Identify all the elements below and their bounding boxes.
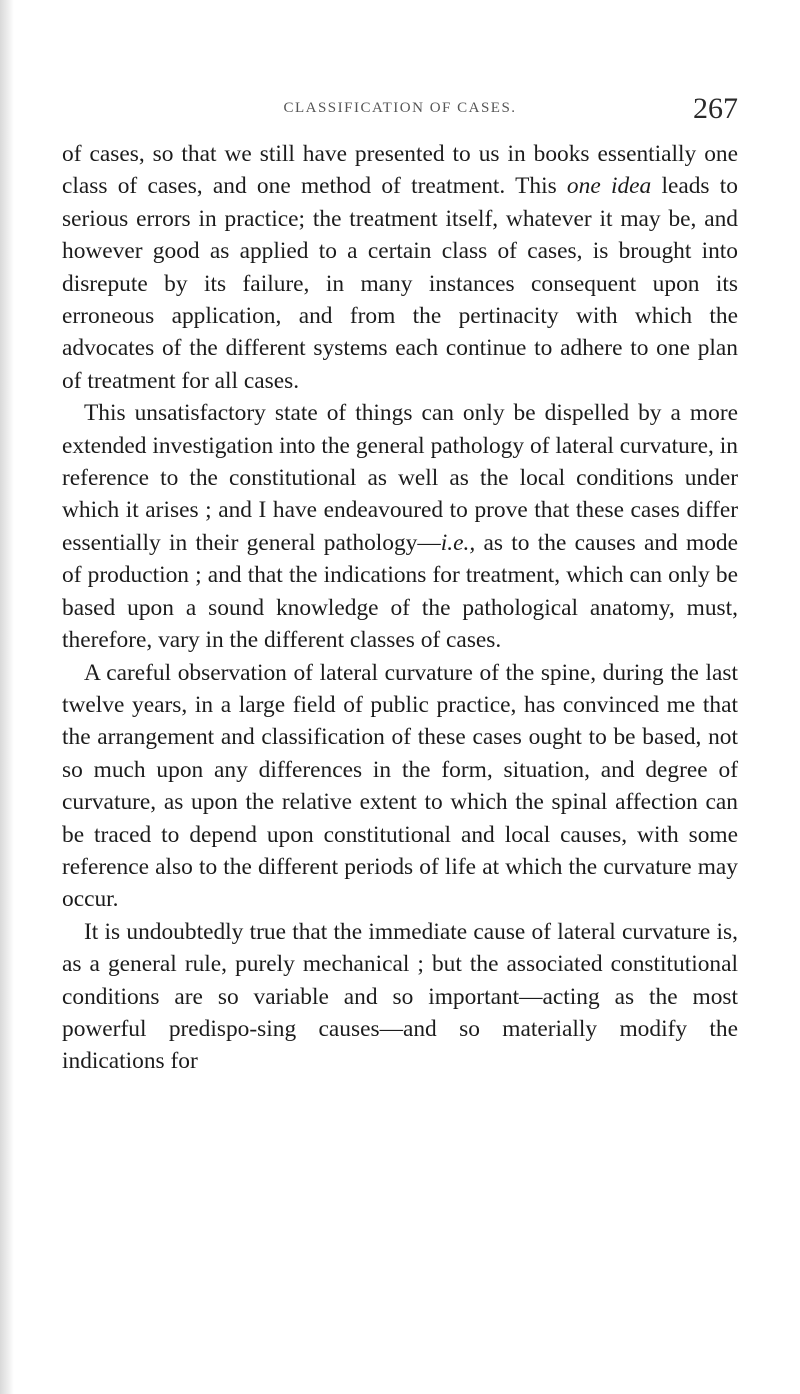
page-number: 267	[693, 92, 738, 125]
paragraph-2-text-b: as to the causes and mode of production ; and that the indications for treatment, which can only be based upon a sound knowledge of the pathological anatomy, must, therefore, vary in the different classes of cases.	[62, 529, 738, 654]
emphasis-ie: i.e.,	[440, 529, 476, 556]
paragraph-2-text-a: This unsatisfactory state of things can only be dispelled by a more extended investigation into the general pathology of lateral curvature, in reference to the constitutional as well as the local conditions under which it arises ; and I have endeavoured to prove that these cases differ essentially in their general pathology—	[62, 400, 738, 556]
paragraph-2	[62, 397, 738, 656]
running-head	[62, 92, 738, 128]
paragraph-1	[62, 138, 738, 397]
binding-shadow	[0, 0, 14, 1394]
running-title: CLASSIFICATION OF CASES.	[283, 100, 517, 116]
paragraph-4: It is undoubtedly true that the immediate cause of lateral curvature is, as a general rule, purely mechanical ; but the associated constitutional conditions are so variable and so important—acting as the most powerful predispo-sing causes—and so materially modify the indications for	[62, 918, 738, 1075]
paragraph-1-text-b: leads to serious errors in practice; the treatment itself, whatever it may be, and however good as applied to a certain class of cases, is brought into disrepute by its failure, in many instances consequent upon its erroneous application, and from the pertinacity with which the advocates of the different systems each continue to adhere to one plan of treatment for all cases.	[62, 173, 738, 394]
emphasis-one-idea: one idea	[566, 173, 652, 200]
body-text	[62, 138, 738, 1078]
paragraph-1-text-a: of cases, so that we still have presented to us in books essentially one class of cases, and one method of treatment. This	[62, 141, 738, 200]
paragraph-3: A careful observation of lateral curvature of the spine, during the last twelve years, in a large field of public practice, has convinced me that the arrangement and classification of these cases ought to be based, not so much upon any differences in the form, situation, and degree of curvature, as upon the relative extent to which the spinal affection can be traced to depend upon constitutional and local causes, with some reference also to the different periods of life at which the curvature may occur.	[62, 659, 738, 913]
